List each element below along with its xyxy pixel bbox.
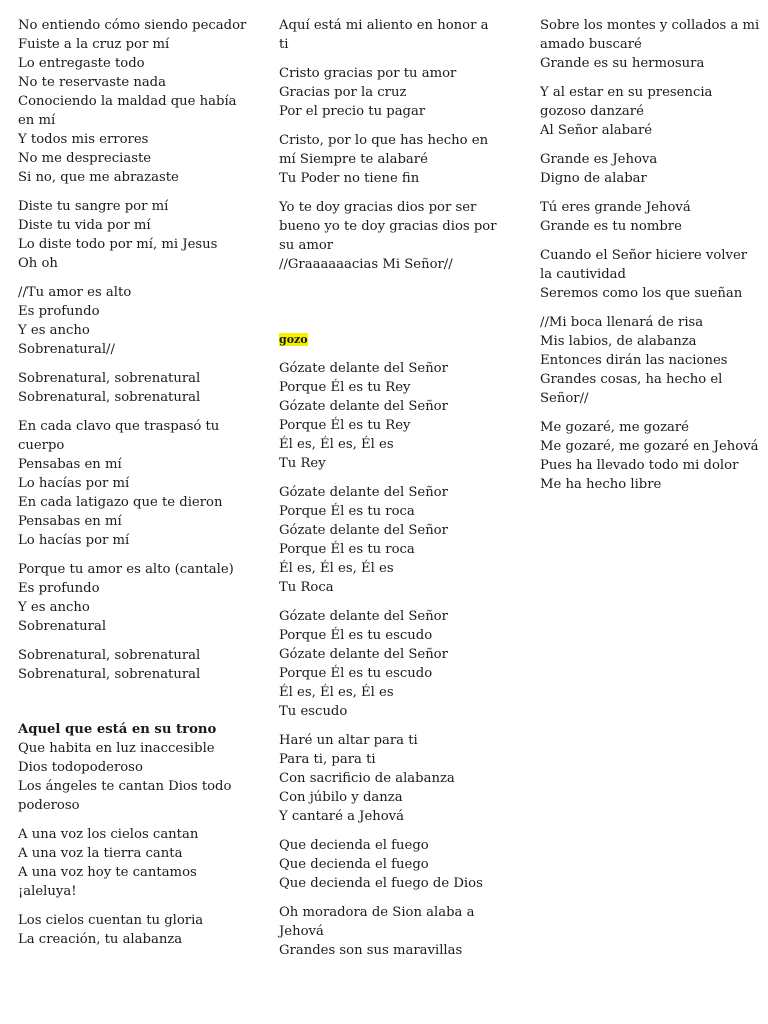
lyric-line: Pensabas en mí (18, 514, 122, 529)
lyric-line: Él es, Él es, Él es (279, 561, 394, 576)
lyric-line: Que decienda el fuego (279, 838, 429, 853)
lyric-line: Para ti, para ti (279, 752, 376, 767)
lyric-line: Los ángeles te cantan Dios todo poderoso (18, 779, 232, 813)
lyric-line: Es profundo (18, 304, 100, 319)
lyric-line: Gózate delante del Señor (279, 523, 448, 538)
stanza (279, 330, 501, 349)
lyric-line: Lo hacías por mí (18, 533, 130, 548)
lyric-line: En cada latigazo que te dieron (18, 495, 223, 510)
lyric-line: Gózate delante del Señor (279, 647, 448, 662)
lyric-line: Fuiste a la cruz por mí (18, 37, 170, 52)
stanza (18, 911, 254, 949)
stanza (279, 16, 501, 54)
lyric-line: Y cantaré a Jehová (279, 809, 404, 824)
lyric-line: Lo hacías por mí (18, 476, 130, 491)
stanza (540, 16, 762, 73)
stanza (279, 731, 501, 826)
lyric-line: Me gozaré, me gozaré en Jehová (540, 439, 759, 454)
stanza (279, 198, 501, 274)
lyric-line: Conociendo la maldad que había en mí (18, 94, 237, 128)
lyric-line: Digno de alabar (540, 171, 647, 186)
lyric-line: Gózate delante del Señor (279, 609, 448, 624)
lyric-line: Los cielos cuentan tu gloria (18, 913, 204, 928)
lyric-line: Aquí está mi aliento en honor a ti (279, 18, 489, 52)
lyric-line: No te reservaste nada (18, 75, 166, 90)
lyric-line: Cuando el Señor hiciere volver la cautividad (540, 248, 748, 282)
lyric-line: Tu Poder no tiene fin (279, 171, 420, 186)
lyric-line: Diste tu vida por mí (18, 218, 151, 233)
lyric-line: Yo te doy gracias dios por ser bueno yo te doy gracias dios por su amor (279, 200, 497, 253)
stanza (18, 720, 254, 815)
lyric-line: Y es ancho (18, 323, 90, 338)
lyric-line: A una voz hoy te cantamos (18, 865, 197, 880)
lyric-line: Oh oh (18, 256, 58, 271)
lyric-line: Y al estar en su presencia gozoso danzaré (540, 85, 713, 119)
lyric-line: A una voz la tierra canta (18, 846, 183, 861)
stanza (540, 418, 762, 494)
lyric-line: Al Señor alabaré (540, 123, 653, 138)
lyric-line: Oh moradora de Sion alaba a Jehová (279, 905, 475, 939)
lyric-line: Sobrenatural (18, 619, 107, 634)
lyric-line: Dios todopoderoso (18, 760, 143, 775)
lyric-line: Por el precio tu pagar (279, 104, 426, 119)
lyric-line: Grandes cosas, ha hecho el Señor// (540, 372, 723, 406)
lyric-line: Diste tu sangre por mí (18, 199, 169, 214)
lyric-line: Me ha hecho libre (540, 477, 662, 492)
lyric-line: Si no, que me abrazaste (18, 170, 179, 185)
stanza (18, 197, 254, 273)
stanza (18, 283, 254, 359)
lyric-line: Sobre los montes y collados a mi amado buscaré (540, 18, 760, 52)
lyric-line: //Mi boca llenará de risa (540, 315, 704, 330)
lyric-line: En cada clavo que traspasó tu cuerpo (18, 419, 220, 453)
lyric-line: Lo entregaste todo (18, 56, 145, 71)
stanza (279, 903, 501, 960)
stanza (18, 825, 254, 901)
stanza (279, 836, 501, 893)
lyric-line: ¡aleluya! (18, 884, 77, 899)
stanza (279, 607, 501, 721)
stanza (18, 16, 254, 187)
lyric-line: A una voz los cielos cantan (18, 827, 199, 842)
lyric-line: Gracias por la cruz (279, 85, 407, 100)
lyric-line: Gózate delante del Señor (279, 485, 448, 500)
lyric-line: La creación, tu alabanza (18, 932, 183, 947)
stanza (18, 560, 254, 636)
lyric-line: Porque Él es tu escudo (279, 666, 433, 681)
lyric-line: Cristo gracias por tu amor (279, 66, 457, 81)
stanza (540, 83, 762, 140)
lyric-line: Tu Roca (279, 580, 334, 595)
stanza (18, 417, 254, 550)
lyric-line: Pues ha llevado todo mi dolor (540, 458, 739, 473)
stanza (279, 131, 501, 188)
lyric-line: Porque tu amor es alto (cantale) (18, 562, 234, 577)
lyric-line: Me gozaré, me gozaré (540, 420, 689, 435)
song-title: Aquel que está en su trono (18, 722, 217, 737)
stanza (540, 246, 762, 303)
stanza (18, 369, 254, 407)
lyric-line: Él es, Él es, Él es (279, 437, 394, 452)
lyric-line: Entonces dirán las naciones (540, 353, 728, 368)
lyric-line: Con sacrificio de alabanza (279, 771, 455, 786)
lyric-line: Mis labios, de alabanza (540, 334, 697, 349)
stanza (279, 359, 501, 473)
stanza (540, 198, 762, 236)
stanza (18, 646, 254, 684)
lyric-line: Y es ancho (18, 600, 90, 615)
lyric-line: Tú eres grande Jehová (540, 200, 691, 215)
lyric-line: Porque Él es tu Rey (279, 418, 411, 433)
lyrics-column-1 (18, 16, 254, 959)
lyric-line: Porque Él es tu roca (279, 504, 415, 519)
lyric-line: Sobrenatural, sobrenatural (18, 390, 201, 405)
lyric-line: Sobrenatural, sobrenatural (18, 648, 201, 663)
lyric-line: Haré un altar para ti (279, 733, 418, 748)
stanza (279, 483, 501, 597)
stanza (540, 150, 762, 188)
lyric-line: Gózate delante del Señor (279, 361, 448, 376)
lyric-line: Con júbilo y danza (279, 790, 403, 805)
lyric-line: Sobrenatural, sobrenatural (18, 667, 201, 682)
lyric-line: //Tu amor es alto (18, 285, 132, 300)
lyrics-column-3 (540, 16, 762, 504)
highlighted-song-title: gozo (279, 333, 308, 346)
lyric-line: Grande es tu nombre (540, 219, 682, 234)
lyric-line: Seremos como los que sueñan (540, 286, 743, 301)
lyric-line: No me despreciaste (18, 151, 152, 166)
lyric-line: No entiendo cómo siendo pecador (18, 18, 247, 33)
lyric-line: Que decienda el fuego de Dios (279, 876, 483, 891)
lyric-line: Grande es Jehova (540, 152, 658, 167)
lyric-line: Porque Él es tu Rey (279, 380, 411, 395)
lyric-line: Pensabas en mí (18, 457, 122, 472)
lyric-line: Porque Él es tu roca (279, 542, 415, 557)
section-spacer (18, 694, 254, 720)
lyric-line: Tu escudo (279, 704, 348, 719)
stanza (279, 64, 501, 121)
lyric-line: Grande es su hermosura (540, 56, 705, 71)
lyric-line: Y todos mis errores (18, 132, 149, 147)
lyric-line: Tu Rey (279, 456, 326, 471)
lyric-line: Lo diste todo por mí, mi Jesus (18, 237, 218, 252)
lyric-line: Cristo, por lo que has hecho en mí Siempre te alabaré (279, 133, 489, 167)
lyrics-column-2 (279, 16, 501, 970)
stanza (540, 313, 762, 408)
lyric-line: Grandes son sus maravillas (279, 943, 463, 958)
lyric-line: Él es, Él es, Él es (279, 685, 394, 700)
lyric-line: Sobrenatural, sobrenatural (18, 371, 201, 386)
lyric-line: Gózate delante del Señor (279, 399, 448, 414)
lyric-line: Que decienda el fuego (279, 857, 429, 872)
lyric-line: Es profundo (18, 581, 100, 596)
lyric-line: //Graaaaaacias Mi Señor// (279, 257, 453, 272)
lyric-line: Que habita en luz inaccesible (18, 741, 215, 756)
section-spacer (279, 284, 501, 330)
lyric-line: Porque Él es tu escudo (279, 628, 433, 643)
lyric-line: Sobrenatural// (18, 342, 115, 357)
